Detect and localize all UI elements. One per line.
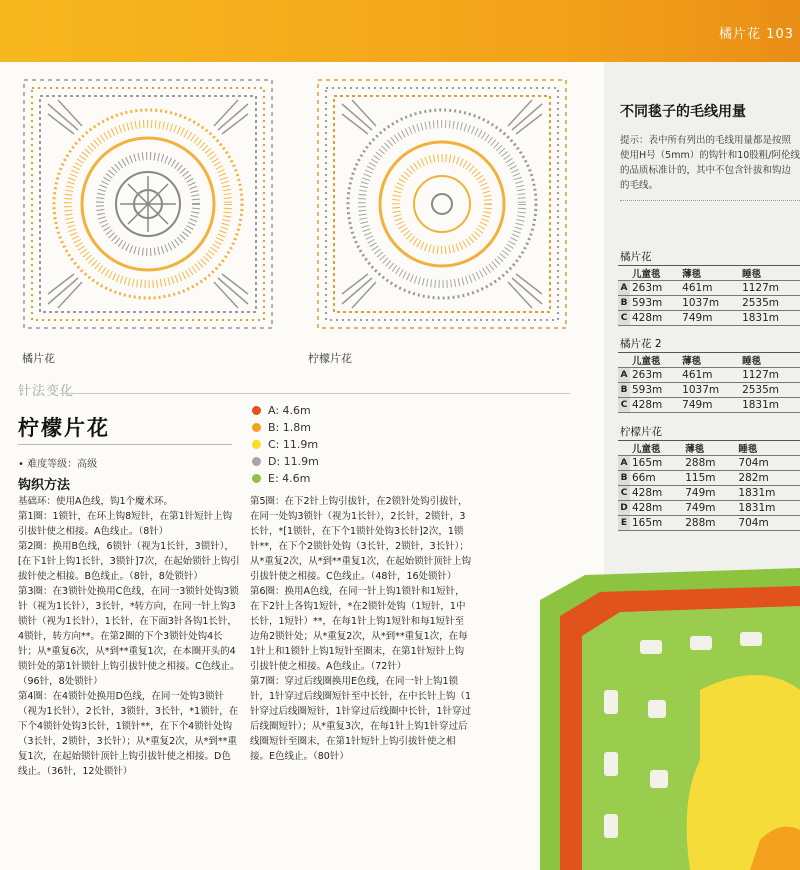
table-row: C 428m 749m 1831m xyxy=(618,486,800,501)
yarn-table-lemon xyxy=(618,424,800,531)
color-dot-icon xyxy=(252,474,261,483)
yarn-usage-tip: 提示：表中所有列出的毛线用量都是按照使用H号（5mm）的钩针和10股粗/阿伦线的品质标准计的，其中不包含针拔和钩边的毛线。 xyxy=(620,135,800,191)
color-dot-icon xyxy=(252,406,261,415)
diagram-caption-right: 柠檬片花 xyxy=(308,352,352,365)
crochet-diagram-orange xyxy=(18,70,278,340)
yarn-color-b: B: 1.8m xyxy=(252,419,319,436)
table-header-row: 儿童毯 薄毯 睡毯 xyxy=(618,266,800,281)
yarn-color-list xyxy=(252,402,319,487)
instruction-round-7: 第7圈：穿过后线圈换用E色线，在同一针上钩1锁针，1针穿过后线圈短针至中长针，在中长针上钩（1针穿过后线圈短针，1针穿过后线圈中长针，1针穿过后线圈短针）；从*重复3次，在每1针上钩1针穿过后线圈短针至圈末，在第1针短针上钩引拔针使之相接。E色线止。（80针） xyxy=(250,676,472,762)
instruction-round-6: 第6圈：换用A色线，在同一针上钩1锁针和1短针，在下2针上各钩1短针，*在2锁针处钩（1短针，1中长针，1短针）**，在每1针上钩1短针和每1短针至边角2锁针处；从*重复2次，从*到**重复1次，在每1针上和1锁针上钩1短针至圈末，在第1针短针上钩引拔针使之相接。A色线止。（72针） xyxy=(250,586,468,672)
instruction-base-ring: 基础环：使用A色线，钩1个魔术环。 xyxy=(18,496,174,507)
running-header: 橘片花 103 xyxy=(719,27,794,42)
pattern-title: 柠檬片花 xyxy=(18,416,110,440)
tip-divider xyxy=(620,200,800,201)
diagram-caption-left: 橘片花 xyxy=(22,352,55,365)
color-dot-icon xyxy=(252,457,261,466)
yarn-color-d: D: 11.9m xyxy=(252,453,319,470)
difficulty-level: • 难度等级：高级 xyxy=(18,459,98,470)
yarn-color-e: E: 4.6m xyxy=(252,470,319,487)
instruction-round-4: 第4圈：在4锁针处换用D色线，在同一处钩3锁针（视为1长针），2长针，3锁针，3长针，*1锁针，在下个4锁针处钩3长针，1锁针**，在下个4锁针处钩（3长针，2锁针，3长针）；从*重复2次，从*到**重复1次，在起始锁针顶针上钩引拔针使之相接。D色线止。（36针，12处锁针） xyxy=(18,691,239,777)
table-row: A 263m 461m 1127m xyxy=(618,281,800,296)
table-row: A 165m 288m 704m xyxy=(618,456,800,471)
instruction-round-2: 第2圈：换用B色线，6锁针（视为1长针，3锁针），[在下1针上钩1长针，3锁针]7次，在起始锁针上钩引拔针使之相接。B色线止。（8针，8处锁针） xyxy=(18,541,240,582)
table-title: 柠檬片花 xyxy=(618,424,800,441)
method-heading: 钩织方法 xyxy=(18,478,71,493)
instructions-column-1 xyxy=(18,494,240,779)
yarn-table-orange xyxy=(618,249,800,326)
page-header-band xyxy=(0,0,800,62)
section-label: 针法变化 xyxy=(18,384,75,399)
table-row: A 263m 461m 1127m xyxy=(618,368,800,383)
table-row: D 428m 749m 1831m xyxy=(618,501,800,516)
table-title: 橘片花 2 xyxy=(618,336,800,353)
instruction-round-5: 第5圈：在下2针上钩引拔针，在2锁针处钩引拔针，在同一处钩3锁针（视为1长针），2长针，2锁针，3长针，*[1锁针，在下个1锁针处钩3长针]2次，1锁针**，在下个2锁针处钩（3长针，2锁针，3长针）；从*重复2次，从*到**重复1次，在起始锁针顶针上钩引拔针使之相接。C色线止。（48针，16处锁针） xyxy=(250,496,472,582)
instruction-round-3: 第3圈：在3锁针处换用C色线，在同一3锁针处钩3锁针（视为1长针），3长针，*转方向，在同一针上钩3锁针（视为1长针），1长针，在下面3针各钩1长针，4锁针，转方向**。在第2圈的下个3锁针处钩4长针；从*重复6次，从*到**重复1次，在本圈开头的4锁针处的第1针锁针上钩引拔针使之相接。C色线止。（96针，8处锁针） xyxy=(18,586,240,687)
table-header-row: 儿童毯 薄毯 睡毯 xyxy=(618,441,800,456)
yarn-usage-heading: 不同毯子的毛线用量 xyxy=(620,104,746,120)
instruction-round-1: 第1圈：1锁针，在环上钩8短针，在第1针短针上钩引拔针使之相接。A色线止。（8针） xyxy=(18,511,233,537)
table-header-row: 儿童毯 薄毯 睡毯 xyxy=(618,353,800,368)
table-title: 橘片花 xyxy=(618,249,800,266)
yarn-color-c: C: 11.9m xyxy=(252,436,319,453)
section-divider xyxy=(60,393,570,394)
table-row: B 593m 1037m 2535m xyxy=(618,383,800,398)
yarn-color-a: A: 4.6m xyxy=(252,402,319,419)
table-row: B 593m 1037m 2535m xyxy=(618,296,800,311)
title-underline xyxy=(18,444,232,445)
table-row: B 66m 115m 282m xyxy=(618,471,800,486)
table-row: C 428m 749m 1831m xyxy=(618,311,800,326)
table-row: C 428m 749m 1831m xyxy=(618,398,800,413)
crochet-diagram-lemon xyxy=(312,70,572,340)
color-dot-icon xyxy=(252,423,261,432)
instructions-column-2 xyxy=(250,494,472,764)
yarn-table-orange-2 xyxy=(618,336,800,413)
color-dot-icon xyxy=(252,440,261,449)
table-row: E 165m 288m 704m xyxy=(618,516,800,531)
